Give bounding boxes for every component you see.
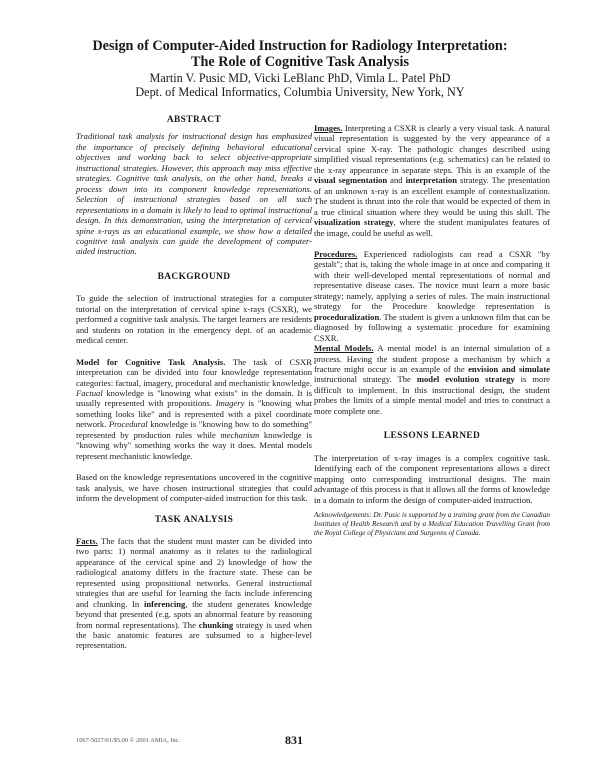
copyright-line: 1067-5027/01/$5.00 © 2001 AMIA, Inc. [76, 737, 181, 744]
model-lead: Model for Cognitive Task Analysis. [76, 356, 226, 367]
background-paragraph-1: To guide the selection of instructional strategies for a computer tutorial on the interpretation of cervical spine x-rays (CSXR), we performed a cognitive task analysis. The target learners are residents and students on rotation in the emergency dept. of an academic medical center. [76, 293, 312, 346]
mental-models-paragraph: Mental Models. A mental model is an internal simulation of a process. Having the student propose a mechanism by which a fracture might occur is an example of the envision and simulate instructional strategy. The model evolution strategy is more difficult to implement. In this instructional design, the student probes the limits of a simple mental model and tries to construct a more complete one. [314, 343, 550, 416]
facts-paragraph: Facts. The facts that the student must master can be divided into two parts: 1) normal anatomy as it relates to the radiological appearance of the cervical spine and 2) knowledge of how the radiological anatomy differs in the fracture state. These can be represented using propositional networks. General instructional strategies that are useful for learning the facts include inferencing and chunking. In inferencing, the student generates knowledge beyond that presented (e.g. spots an abnormal feature by reasoning from normal representations). The chunking strategy is used when the basic anatomic features are subsumed to a higher-level representation. [76, 535, 312, 651]
lessons-paragraph: The interpretation of x-ray images is a complex cognitive task. Identifying each of the component representations allows a direct mapping onto corresponding instructional designs. The main advantage of this process is that it allows all the forms of knowledge in a domain to inform the design of computer-aided instruction. [314, 452, 550, 505]
background-paragraph-3: Based on the knowledge representations uncovered in the cognitive task analysis, we have chosen instructional strategies that could inform the development of computer-aided instruction for this task. [76, 472, 312, 504]
images-label: Images. [314, 123, 343, 133]
paper-title-line-1: Design of Computer-Aided Instruction for Radiology Interpretation: [92, 38, 508, 54]
procedures-label: Procedures. [314, 248, 358, 259]
procedures-paragraph: Procedures. Experienced radiologists can read a CSXR "by gestalt"; that is, taking the whole image in at once and comparing it with their well-developed mental representations of normal and representative disease cases. The novice must learn a more basic strategy; namely, applying a series of rules. The main instructional strategy for the Procedure knowledge representation is proceduralization. The student is given a unknown film that can be diagnosed by following a systematic procedure for examining CSXR. [314, 248, 550, 343]
background-heading: BACKGROUND [157, 271, 231, 282]
right-column [314, 112, 550, 538]
page-number: 831 [285, 733, 303, 747]
background-paragraph-2: Model for Cognitive Task Analysis. The task of CSXR interpretation can be divided into four knowledge representation categories: factual, imagery, procedural and mechanistic knowledge. Factual knowledge is "knowing what exists" in the domain. It is usually represented with propositions. Imagery is "knowing what something looks like" and is represented with a pixel coordinate network. Procedural knowledge is "knowing how to do something" represented by production rules while mechanism knowledge is "knowing why" something works the way it does. Mental models represent mechanistic knowledge. [76, 356, 312, 461]
paper-title-line-2: The Role of Cognitive Task Analysis [191, 54, 409, 70]
task-analysis-heading: TASK ANALYSIS [154, 514, 234, 525]
lessons-heading: LESSONS LEARNED [383, 431, 481, 442]
authors: Martin V. Pusic MD, Vicki LeBlanc PhD, Vimla L. Patel PhD [149, 71, 451, 85]
left-column [76, 112, 312, 651]
abstract-text: Traditional task analysis for instructional design has emphasized the importance of precisely defining behavioral educational objectives and working back to select objective-appropriate instructional strategies. However, this approach may miss effective strategies. Cognitive task analysis, on the other hand, breaks a process down into its component knowledge representations. Selection of instructional strategies based on all such representations in a domain is likely to lead to optimal instructional design. In this demonstration, using the interpretation of cervical spine x-rays as an educational example, we show how a detailed cognitive task analysis can guide the development of computer-aided instruction. [76, 131, 312, 257]
affiliation: Dept. of Medical Informatics, Columbia University, New York, NY [135, 85, 465, 99]
title-block [40, 38, 560, 99]
acknowledgements: Acknowledgements: Dr. Pusic is supported by a training grant from the Canadian Institutes of Health Research and by a Medical Education Travelling Grant from the Royal College of Physicians and Surgeons of Canada. [314, 510, 550, 537]
images-paragraph: Images. Interpreting a CSXR is clearly a very visual task. A natural visual representation is suggested by the very appearance of a cervical spine X-ray. The pathologic changes described using simplified visual representations (e.g. schematics) can be related to the x-ray appearance in separate steps. This is an example of the visual segmentation and interpretation strategy. The presentation of an unknown x-ray is an excellent example of contextualization. The student is thrust into the role that would be expected of them in a true clinical situation where they would be using this skill. The visualization strategy, where the student manipulates features of the image, could be useful as well. [314, 123, 550, 238]
mental-models-label: Mental Models. [314, 343, 374, 354]
facts-label: Facts. [76, 535, 98, 546]
abstract-heading: ABSTRACT [166, 115, 222, 125]
